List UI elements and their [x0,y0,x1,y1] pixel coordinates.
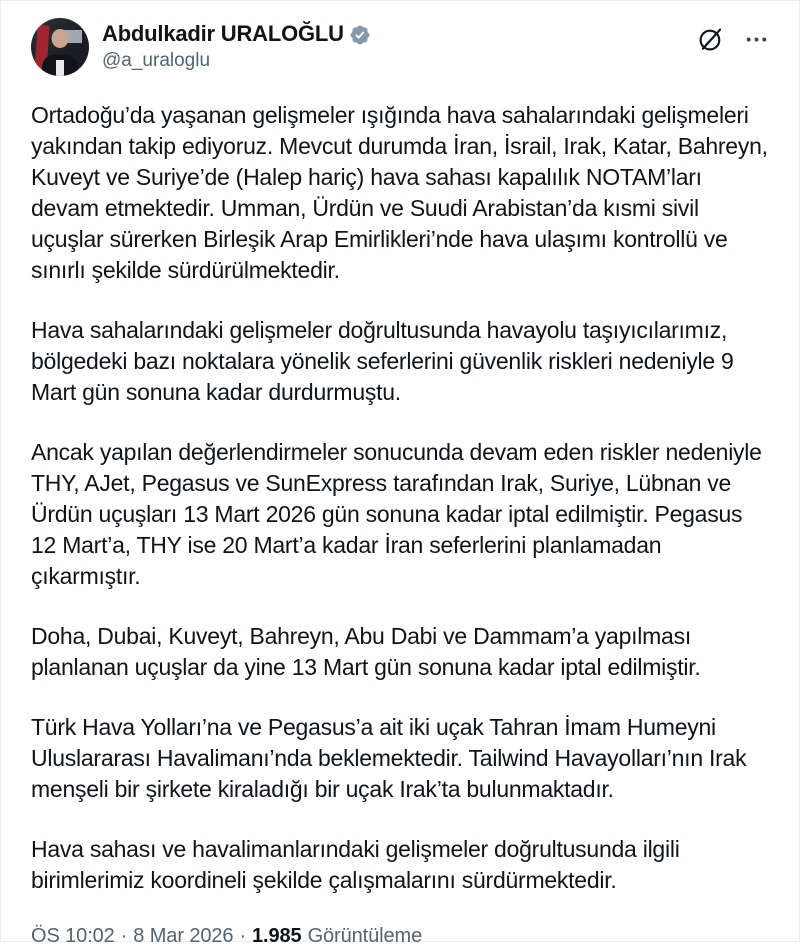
author-identity [102,18,371,72]
tweet-paragraph: Ortadoğu’da yaşanan gelişmeler ışığında hava sahalarındaki gelişmeleri yakından takip ediyoruz. Mevcut durumda İran, İsrail, Irak, Katar, Bahreyn, Kuveyt ve Suriye’de (Halep hariç) hava sahası kapalılık NOTAM’ları devam etmektedir. Umman, Ürdün ve Suudi Arabistan’da kısmi sivil uçuşlar sürerken Birleşik Arap Emirlikleri’nde hava ulaşımı kontrollü ve sınırlı şekilde sürdürülmektedir. [31,102,768,283]
more-button[interactable] [744,27,769,55]
tweet-footer [31,925,769,948]
avatar-person-head [52,29,69,48]
tweet-header [31,18,769,76]
views-count: 1.985 [252,925,302,947]
tweet-paragraph: Hava sahası ve havalimanlarındaki gelişmeler doğrultusunda ilgili birimlerimiz koordineli şekilde çalışmalarını sürdürmektedir. [31,836,680,893]
tweet-card [1,1,799,948]
verified-badge-icon [349,24,371,46]
footer-separator: · [120,925,128,947]
author-handle[interactable]: @a_uraloglu [102,50,211,71]
tweet-paragraph: Ancak yapılan değerlendirmeler sonucunda devam eden riskler nedeniyle THY, AJet, Pegasus ve SunExpress tarafından Irak, Suriye, Lübnan ve Ürdün uçuşları 13 Mart 2026 gün sonuna kadar iptal edilmiştir. Pegasus 12 Mart’a, THY ise 20 Mart’a kadar İran seferlerini planlamadan çıkarmıştır. [31,439,762,589]
tweet-body [31,100,769,896]
views-label: Görüntüleme [307,925,423,947]
ellipsis-icon [744,27,769,55]
tweet-time[interactable]: ÖS 10:02 [31,925,115,947]
avatar-person-shirt [56,60,64,76]
tweet-date[interactable]: 8 Mar 2026 [133,925,234,947]
grok-icon [697,26,724,56]
header-actions [697,18,769,56]
author-name[interactable]: Abdulkadir URALOĞLU [102,21,344,46]
grok-button[interactable] [697,26,724,56]
avatar[interactable] [31,18,89,76]
tweet-paragraph: Türk Hava Yolları’na ve Pegasus’a ait iki uçak Tahran İmam Humeyni Uluslararası Havalimanı’nda beklemektedir. Tailwind Havayolları’nın Irak menşeli bir şirkete kiraladığı bir uçak Irak’ta bulunmaktadır. [31,714,747,802]
author-name-row [102,21,371,47]
tweet-paragraph: Doha, Dubai, Kuveyt, Bahreyn, Abu Dabi ve Dammam’a yapılması planlanan uçuşlar da yine 13 Mart gün sonuna kadar iptal edilmiştir. [31,623,701,680]
tweet-paragraph: Hava sahalarındaki gelişmeler doğrultusunda havayolu taşıyıcılarımız, bölgedeki bazı noktalara yönelik seferlerini güvenlik riskleri nedeniyle 9 Mart gün sonuna kadar durdurmuştu. [31,317,734,405]
footer-separator: · [239,925,247,947]
